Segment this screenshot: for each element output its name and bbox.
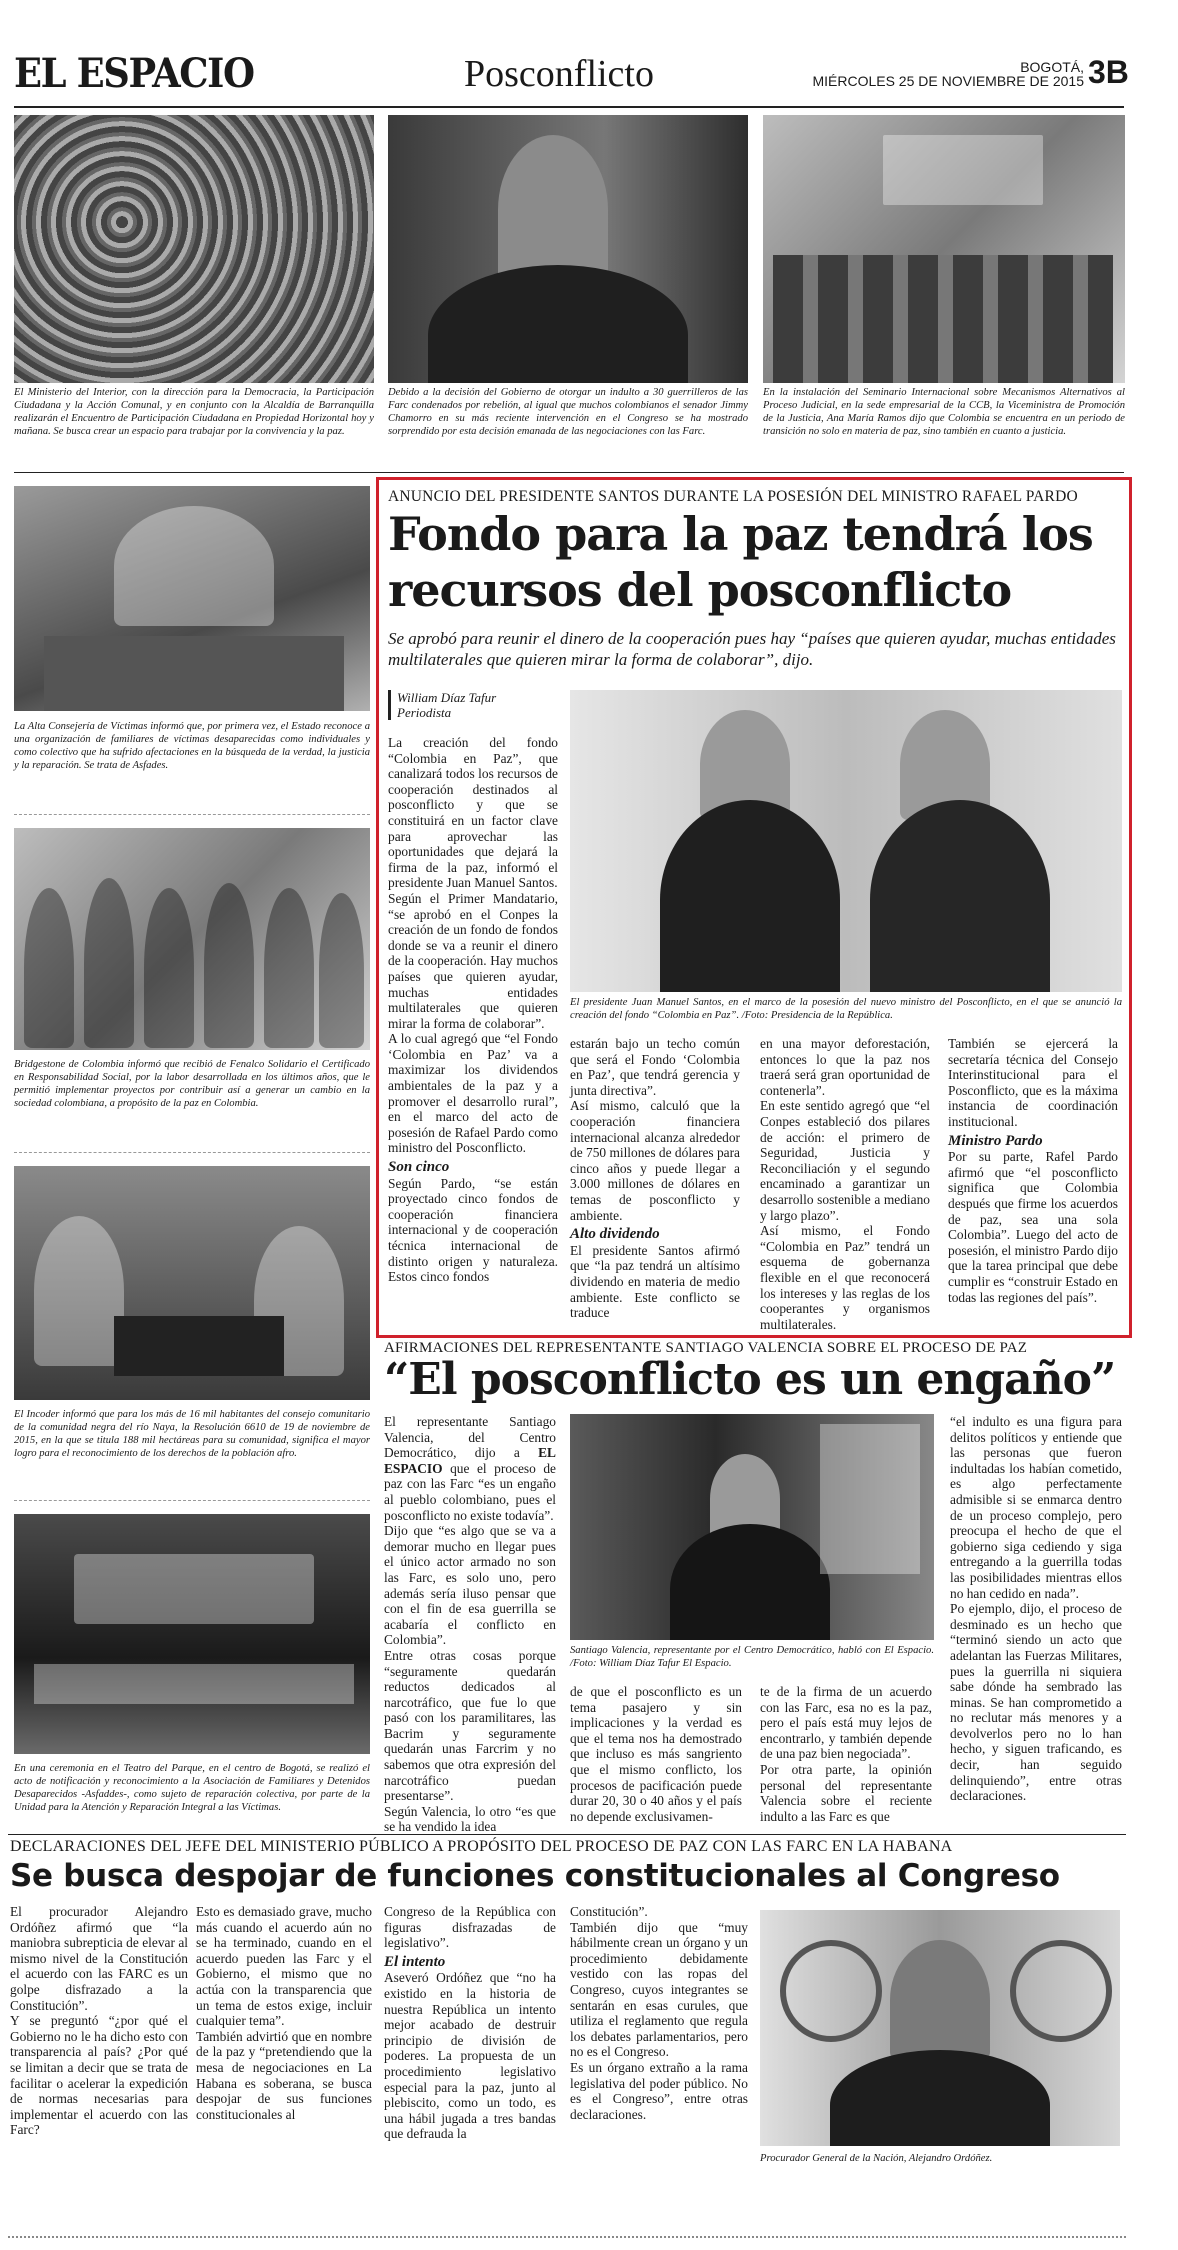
- paper-ref: EL ESPACIO: [384, 1445, 556, 1476]
- paragraph: El presidente Santos afirmó que “la paz tendrá un altísimo dividendo en materia de medio ambiente. Este conflicto se traduce: [570, 1242, 740, 1321]
- divider: [14, 1500, 370, 1501]
- article1-col-4: [948, 1036, 1118, 1305]
- paragraph: en una mayor deforestación, entonces lo que la paz nos traerá será gran oportunidad de contenerla”.: [760, 1036, 930, 1098]
- paragraph: Po ejemplo, dijo, el proceso de desminado es un hecho que “terminó siendo un acto que adelantan las Fuerzas Militares, pues la guerrilla ni siquiera sabe dónde ha sembrado las minas. Se han comprometido a no reclutar más menores y a devolverlos pero no lo han hecho, y siguen traficando, es decir, han seguido delinquiendo”, entre otras declaraciones.: [950, 1601, 1122, 1804]
- photo-santos-handshake: [570, 690, 1122, 992]
- article3-col-3: [384, 1904, 556, 2142]
- paragraph: Es un órgano extraño a la rama legislativa del poder público. No es el Congreso”, entre otras declaraciones.: [570, 2059, 748, 2122]
- photo-incoder: [14, 1166, 370, 1400]
- caption-top-1: El Ministerio del Interior, con la dirección para la Democracia, la Participación Ciudadana y la Acción Comunal, y en conjunto con la Alcaldía de Barranquilla realizarán el Encuentro de Participación Ciudadana en Propiedad Horizontal hoy y mañana. Se busca crear un espacio para trabajar por la convivencia y la paz.: [14, 387, 374, 437]
- article1-headline: [388, 506, 1118, 618]
- article1-col-3: [760, 1036, 930, 1332]
- page-bottom-rule: [8, 2236, 1126, 2238]
- top-row-rule: [14, 472, 1124, 473]
- byline-role: Periodista: [397, 705, 452, 720]
- photo-seminar: [763, 115, 1125, 383]
- photo-valencia: [570, 1414, 934, 1640]
- article2-col-1: [384, 1414, 556, 1835]
- article2-col-2: [570, 1684, 742, 1824]
- paragraph: También dijo que “muy hábilmente crean un órgano y un procedimiento debidamente vestido con las ropas del Congreso, cuyos integrantes se sentarán en esas curules, que utiliza el reglamento que regula los debates parlamentarios, pero no es el Congreso.: [570, 1919, 748, 2060]
- paragraph: Según Valencia, lo otro “es que se ha vendido la idea: [384, 1803, 556, 1835]
- paragraph: Esto es demasiado grave, mucho más cuando el acuerdo aún no se ha terminado, cuando en el acuerdo pueden las Farc y el Gobierno, el mismo que no actúa con la transparencia que un tema de estos exige, incluir cualquier tema”.: [196, 1904, 372, 2029]
- article3-kicker: DECLARACIONES DEL JEFE DEL MINISTERIO PÚBLICO A PROPÓSITO DEL PROCESO DE PAZ CON LAS FARC EN LA HABANA: [10, 1838, 953, 1855]
- paragraph: En este sentido agregó que “el Conpes estableció dos pilares de acción: el primero de Seguridad, Justicia y Reconciliación y el segundo encaminado a garantizar un desarrollo sostenible a mediano y largo plazo”.: [760, 1098, 930, 1223]
- divider: [14, 1152, 370, 1153]
- paragraph: El representante Santiago Valencia, del Centro Democrático, dijo a EL ESPACIO que el proceso de paz con las Farc “es un engaño al pueblo colombiano, pues el posconflicto no existe todavía”.: [384, 1414, 556, 1523]
- paragraph: A lo cual agregó que “el Fondo ‘Colombia en Paz’ va a maximizar los dividendos ambientales de la paz y a promover el desarrollo rural”, en el marco del acto de posesión de Rafael Pardo como ministro del Posconflicto.: [388, 1031, 558, 1156]
- article2-headline: “El posconflicto es un engaño”: [384, 1354, 1116, 1405]
- paragraph: Aseveró Ordóñez que “no ha existido en la historia de nuestra República un intento mejor acabado de destruir principio de división de poderes. La propuesta de un procedimiento legislativo especial para la paz, junto al plebiscito, como un todo, es una hábil jugada a tres bandas que defrauda la: [384, 1970, 556, 2142]
- headline-line-1: Fondo para la paz tendrá los: [388, 507, 1093, 561]
- article3-rule: [8, 1834, 1126, 1835]
- caption-left-3: El Incoder informó que para los más de 16 mil habitantes del consejo comunitario de la comunidad negra del río Naya, la Resolución 6610 de 19 de noviembre de 2015, en la que se titula 188 mil hectáreas para su comunidad, significa el mayor logro para el reconocimiento de los derechos de la población afro.: [14, 1409, 370, 1459]
- article3-col-4: [570, 1904, 748, 2122]
- photo-theatre: [14, 1514, 370, 1754]
- dateline: [794, 60, 1084, 88]
- photo-caption-ordonez: Procurador General de la Nación, Alejandro Ordóñez.: [760, 2153, 993, 2164]
- headline-line-2: recursos del posconflicto: [388, 563, 1012, 617]
- paragraph: Según el Primer Mandatario, “se aprobó en el Conpes la creación de un fondo de fondos donde se va a reunir el dinero de la cooperación. Hay muchos países que quieren ayudar, muchas entidades multilaterales que quieren mirar la forma de colaborar”.: [388, 890, 558, 1031]
- paragraph: estarán bajo un techo común que será el Fondo ‘Colombia en Paz’, que tendrá gerencia y junta directiva”.: [570, 1036, 740, 1098]
- caption-left-4: En una ceremonia en el Teatro del Parque, en el centro de Bogotá, se realizó el acto de notificación y reconocimiento a la Asociación de Familiares y Detenidos Desaparecidos -Asfaddes-, como sujeto de reparación colectiva, por parte de la Unidad para la Atención y Reparación Integral a las Víctimas.: [14, 1763, 370, 1813]
- paragraph: de que el posconflicto es un tema pasajero y sin implicaciones y la verdad es que el tema nos ha demostrado que incluso es más sangriento que el mismo conflicto, los procesos de pacificación puede durar 20, 30 o 40 años y el país no depende exclusivamen-: [570, 1684, 742, 1824]
- subhead-son-cinco: Son cinco: [388, 1159, 450, 1176]
- paragraph: También advirtió que en nombre de la paz y “pretendiendo que la mesa de negociaciones en La Habana es soberana, se busca despojar de sus funciones constitucionales al: [196, 2028, 372, 2122]
- article3-col-2: [196, 1904, 372, 2122]
- paragraph: Por su parte, Rafel Pardo afirmó que “el posconflicto significa que Colombia después que firme los acuerdos de paz, sea una sola Colombia”. Luego del acto de posesión, el ministro Pardo dijo que la tarea principal que debe cumplir es “construir Estado en todas las regiones del país”.: [948, 1149, 1118, 1305]
- caption-top-3: En la instalación del Seminario Internacional sobre Mecanismos Alternativos al Proceso Judicial, en la sede empresarial de la CCB, la Viceministra de Promoción de la Justicia, Ana María Ramos dijo que Colombia se encuentra en un periodo de transición no solo en materia de paz, sino también en cuanto a justicia.: [763, 387, 1125, 437]
- paragraph: Así mismo, calculó que la cooperación financiera internacional alcanza alrededor de 750 millones de dólares para cinco años y puede llegar a 3.000 millones de dólares en temas de posconflicto y ambiente.: [570, 1098, 740, 1223]
- article2-kicker: AFIRMACIONES DEL REPRESENTANTE SANTIAGO VALENCIA SOBRE EL PROCESO DE PAZ: [384, 1340, 1028, 1356]
- photo-caption-valencia: Santiago Valencia, representante por el Centro Democrático, habló con El Espacio. /Foto: William Díaz Tafur El Espacio.: [570, 1645, 934, 1669]
- article2-col-4: [950, 1414, 1122, 1804]
- byline-name: William Díaz Tafur: [397, 690, 497, 705]
- masthead-rule: [14, 106, 1124, 108]
- photo-crowd: [14, 115, 374, 383]
- article3-col-1: [10, 1904, 188, 2138]
- paragraph: Y se preguntó “¿por qué el Gobierno no le ha dicho esto con transparencia al país? ¿Por qué se limitan a decir que se trata de facilitar o acelerar la expedición de normas necesarias para implementar el acuerdo con las Farc?: [10, 2013, 188, 2138]
- photo-caption-santos: El presidente Juan Manuel Santos, en el marco de la posesión del nuevo ministro del Posconflicto, en el que se anunció la creación del fondo “Colombia en Paz”. /Foto: Presidencia de la República.: [570, 997, 1122, 1021]
- paragraph: La creación del fondo “Colombia en Paz”, que canalizará todos los recursos de cooperación destinados al posconflicto y que se constituirá en un factor clave para aprovechar las oportunidades que dejará la firma de la paz, informó el presidente Juan Manuel Santos.: [388, 735, 558, 891]
- masthead: [14, 50, 1129, 104]
- subhead-el-intento: El intento: [384, 1953, 446, 1970]
- paragraph: Según Pardo, “se están proyectado cinco fondos de cooperación financiera internacional y de cooperación técnica internacional de distinto origen y naturaleza. Estos cinco fondos: [388, 1175, 558, 1285]
- city: BOGOTÁ,: [1020, 59, 1084, 75]
- photo-senator: [388, 115, 748, 383]
- paragraph: Así mismo, el Fondo “Colombia en Paz” tendrá un esquema de gobernanza flexible en el que reconocerá los intereses y las reglas de los cooperantes y organismos multilaterales.: [760, 1223, 930, 1332]
- section-title: Posconflicto: [464, 53, 654, 95]
- divider: [14, 814, 370, 815]
- paragraph: Por otra parte, la opinión personal del representante Valencia sobre el reciente indulto a las Farc es que: [760, 1761, 932, 1824]
- subhead-alto-dividendo: Alto dividendo: [570, 1226, 660, 1243]
- photo-signing: [14, 486, 370, 711]
- paragraph: Dijo que “es algo que se va a demorar mucho en llegar pues el único actor armado no son las Farc, es solo uno, pero además sería iluso pensar que con el fin de esa guerrilla se acabaría el conflicto en Colombia”.: [384, 1523, 556, 1648]
- paragraph: Congreso de la República con figuras disfrazadas de legislativo”.: [384, 1904, 556, 1951]
- article1-kicker: ANUNCIO DEL PRESIDENTE SANTOS DURANTE LA POSESIÓN DEL MINISTRO RAFAEL PARDO: [388, 488, 1078, 505]
- caption-left-1: La Alta Consejería de Víctimas informó que, por primera vez, el Estado reconoce a una organización de familiares de víctimas desaparecidas como individuales y como colectivo que ha sufrido afectaciones en la búsqueda de la verdad, la justicia y la reparación. Se trata de Asfades.: [14, 721, 370, 771]
- paragraph: También se ejercerá la secretaría técnica del Consejo Interinstitucional para el Posconflicto, que es la máxima instancia de coordinación institucional.: [948, 1036, 1118, 1129]
- page-number: 3B: [1088, 54, 1129, 90]
- paragraph: Entre otras cosas porque “seguramente quedarán reductos dedicados al narcotráfico, que fue lo que pasó con los paramilitares, las Bacrim y seguramente quedarán unas Farcrim y no sabemos que otra expresión del narcotráfico puedan presentarse”.: [384, 1647, 556, 1804]
- byline: [388, 690, 496, 720]
- subhead-ministro-pardo: Ministro Pardo: [948, 1132, 1043, 1149]
- paragraph: “el indulto es una figura para delitos políticos y entiende que las personas que fueron indultadas los habían cometido, es algo perfectamente admisible si se enmarca dentro de un proceso complejo, pero preocupa el hecho de que el gobierno siga cediendo y siga entregando a la guerrilla todas las posibilidades mientras ellos no han cedido en nada”.: [950, 1414, 1122, 1601]
- paper-name: EL ESPACIO: [14, 50, 254, 97]
- paragraph: te de la firma de un acuerdo con las Farc, esa no es la paz, pero el país está muy lejos de encontrarlo, y también depende de una paz bien negociada”.: [760, 1684, 932, 1762]
- photo-bridgestone: [14, 828, 370, 1050]
- caption-left-2: Bridgestone de Colombia informó que recibió de Fenalco Solidario el Certificado en Responsabilidad Social, por la labor desarrollada en los últimos años, que le permitió implementar proyectos por contribuir así a generar un cambio en la sociedad colombiana, a propósito de la paz en Colombia.: [14, 1059, 370, 1109]
- paragraph: El procurador Alejandro Ordóñez afirmó que “la maniobra subrepticia de elevar al mismo nivel de la Constitución el acuerdo con las FARC es un golpe disfrazado a la Constitución”.: [10, 1904, 188, 2013]
- date: MIÉRCOLES 25 DE NOVIEMBRE DE 2015: [812, 73, 1084, 89]
- article1-col-1: [388, 735, 558, 1285]
- photo-ordonez: [760, 1910, 1120, 2146]
- article3-headline: Se busca despojar de funciones constitucionales al Congreso: [10, 1858, 1060, 1894]
- paragraph: Constitución”.: [570, 1904, 648, 1919]
- article1-col-2: [570, 1036, 740, 1321]
- caption-top-2: Debido a la decisión del Gobierno de otorgar un indulto a 30 guerrilleros de las Farc condenados por rebelión, al igual que muchos colombianos el senador Jimmy Chamorro en su más reciente intervención en el Congreso se ha mostrado sorprendido por esta decisión emanada de las negociaciones con las Farc.: [388, 387, 748, 437]
- article2-col-3: [760, 1684, 932, 1824]
- article1-deck: Se aprobó para reunir el dinero de la cooperación pues hay “países que quieren ayudar, muchas entidades multilaterales que quieren mirar la forma de colaborar”, dijo.: [388, 629, 1116, 669]
